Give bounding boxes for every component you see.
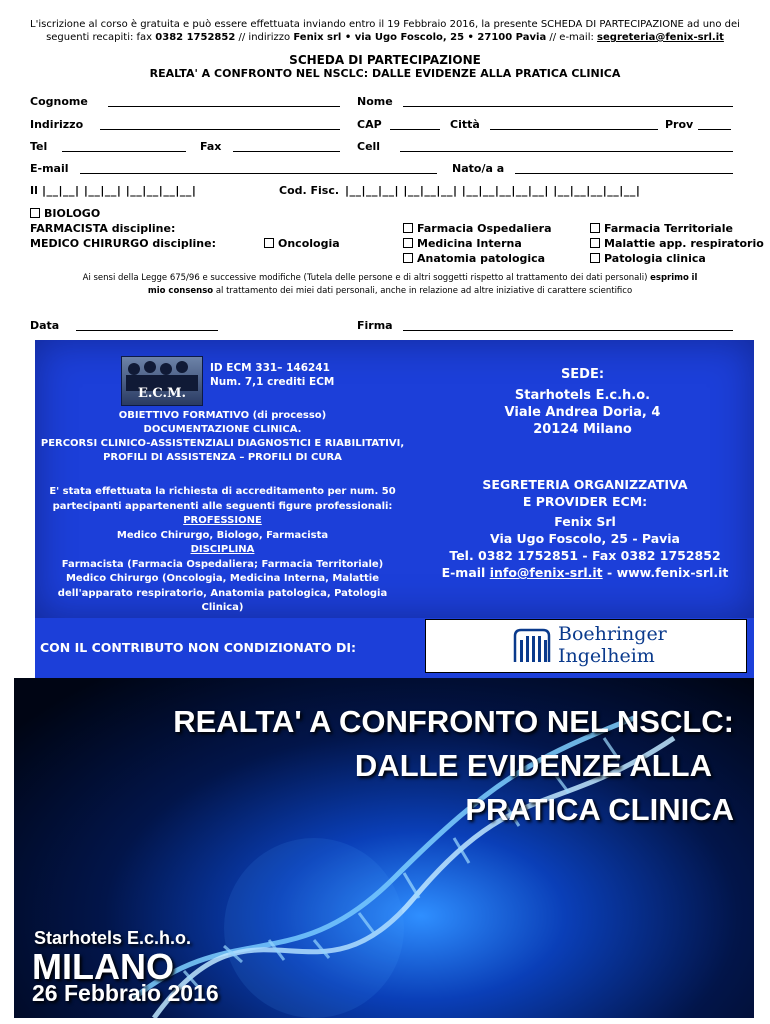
cap-label: CAP	[357, 118, 382, 131]
checkbox-icon	[403, 238, 413, 248]
data-label: Data	[30, 319, 60, 332]
obiettivo-line: PROFILI DI ASSISTENZA – PROFILI DI CURA	[103, 452, 342, 463]
sponsor-name-line: Boehringer	[558, 623, 667, 645]
sede-line: Viale Andrea Doria, 4	[504, 405, 661, 420]
codfisc-label: Cod. Fisc.	[279, 184, 340, 197]
indirizzo-field[interactable]	[100, 129, 340, 130]
biologo-label: BIOLOGO	[44, 207, 101, 220]
biologo-checkbox[interactable]	[30, 207, 100, 220]
firma-field[interactable]	[403, 330, 733, 331]
fax-label: Fax	[200, 140, 222, 153]
sponsor-name	[558, 623, 667, 667]
intro-text: seguenti recapiti: fax	[46, 32, 153, 43]
farmacia-territoriale-checkbox[interactable]	[590, 222, 733, 235]
obiettivo-formativo	[40, 409, 405, 465]
privacy-bold: il mio consenso	[147, 273, 698, 296]
checkbox-icon	[403, 253, 413, 263]
nome-field[interactable]	[403, 106, 733, 107]
postal-address: Fenix srl • via Ugo Foscolo, 25 • 27100 Pavia	[293, 32, 547, 43]
sponsor-logo-box	[425, 619, 747, 673]
obiettivo-line: PERCORSI CLINICO-ASSISTENZIALI DIAGNOSTICI E RIABILITATIVI,	[40, 438, 405, 449]
disciplina-line: dell'apparato respiratorio, Anatomia patologica, Patologia	[57, 587, 388, 599]
il-label: Il	[30, 184, 38, 197]
checkbox-icon	[30, 208, 40, 218]
boehringer-logo-icon	[511, 626, 553, 666]
poster-title	[164, 700, 734, 832]
fax-field[interactable]	[233, 151, 340, 152]
tel-label: Tel	[30, 140, 48, 153]
citta-label: Città	[450, 118, 480, 131]
ecm-id-text: ID ECM 331– 146241	[210, 362, 330, 374]
intro-text: // indirizzo	[238, 32, 291, 43]
cap-field[interactable]	[390, 129, 440, 130]
poster-title-line: PRATICA CLINICA	[465, 792, 734, 827]
oncologia-label: Oncologia	[278, 237, 340, 250]
nato-field[interactable]	[515, 173, 733, 174]
email-label: E-mail	[30, 162, 69, 175]
malattie-respiratorio-label: Malattie app. respiratorio	[604, 237, 764, 250]
segreteria-line: Via Ugo Foscolo, 25 - Pavia	[489, 531, 680, 546]
privacy-bold: esprimo	[650, 273, 689, 283]
cognome-label: Cognome	[30, 95, 88, 108]
privacy-consent-text	[80, 272, 700, 298]
poster-date: 26 Febbraio 2016	[32, 980, 219, 1006]
professione-heading: PROFESSIONE	[183, 515, 262, 526]
sede-line: 20124 Milano	[533, 422, 632, 437]
oncologia-checkbox[interactable]	[264, 237, 340, 250]
accred-line: partecipanti appartenenti alle seguenti figure professionali:	[52, 500, 393, 512]
codfisc-boxes[interactable]: |__|__|__| |__|__|__| |__|__|__|__|__| |__|__|__|__|__|	[345, 184, 641, 197]
segreteria-heading: SEGRETERIA ORGANIZZATIVA	[482, 477, 688, 492]
checkbox-icon	[590, 223, 600, 233]
contributo-label: CON IL CONTRIBUTO NON CONDIZIONATO DI:	[40, 640, 357, 655]
nome-label: Nome	[357, 95, 393, 108]
tel-field[interactable]	[62, 151, 186, 152]
form-title: SCHEDA DI PARTECIPAZIONE	[289, 53, 481, 67]
disciplina-line: Medico Chirurgo (Oncologia, Medicina Interna, Malattie	[65, 573, 380, 584]
farmacia-territoriale-label: Farmacia Territoriale	[604, 222, 733, 235]
intro-text: // e-mail:	[549, 32, 594, 43]
accred-line: E' stata effettuata la richiesta di accreditamento per num. 50	[49, 486, 396, 497]
privacy-text: Ai sensi della Legge 675/96 e successive modifiche (Tutela delle persone e di altri soggetti rispetto al trattamento dei dati personali)	[82, 273, 648, 283]
disciplina-line: Clinica)	[201, 602, 244, 613]
checkbox-icon	[264, 238, 274, 248]
accreditamento	[40, 485, 405, 616]
disciplina-heading: DISCIPLINA	[190, 544, 255, 555]
event-poster	[14, 678, 754, 1018]
cell-field[interactable]	[400, 151, 733, 152]
poster-city: MILANO	[32, 946, 174, 987]
checkbox-icon	[590, 253, 600, 263]
prov-field[interactable]	[698, 129, 731, 130]
checkbox-icon	[403, 223, 413, 233]
poster-venue: Starhotels E.c.h.o.	[34, 928, 192, 948]
cell-label: Cell	[357, 140, 381, 153]
patologia-clinica-checkbox[interactable]	[590, 252, 706, 265]
email-prefix: E-mail	[441, 565, 486, 580]
sponsor-name-line: Ingelheim	[558, 645, 655, 667]
anatomia-patologica-checkbox[interactable]	[403, 252, 545, 265]
medico-label: MEDICO CHIRURGO discipline:	[30, 237, 216, 250]
disciplina-line: Farmacista (Farmacia Ospedaliera; Farmacia Territoriale)	[61, 558, 384, 570]
indirizzo-label: Indirizzo	[30, 118, 84, 131]
segreteria-heading: E PROVIDER ECM:	[522, 494, 648, 509]
obiettivo-line: OBIETTIVO FORMATIVO (di processo)	[118, 410, 327, 421]
sede-heading: SEDE:	[560, 367, 605, 382]
farmacia-ospedaliera-label: Farmacia Ospedaliera	[417, 222, 552, 235]
poster-title-line: DALLE EVIDENZE ALLA	[354, 748, 712, 783]
segreteria-line: Tel. 0382 1752851 - Fax 0382 1752852	[449, 548, 721, 563]
ecm-logo	[121, 356, 203, 406]
farmacia-ospedaliera-checkbox[interactable]	[403, 222, 552, 235]
checkbox-icon	[590, 238, 600, 248]
privacy-text: al trattamento dei miei dati personali, anche in relazione ad altre iniziative di carattere scientifico	[215, 286, 633, 296]
sede-line: Starhotels E.c.h.o.	[514, 388, 651, 403]
intro-line-1: L'iscrizione al corso è gratuita e può essere effettuata inviando entro il 19 Febbraio 2016, la presente SCHEDA DI PARTECIPAZIONE ad uno dei	[30, 19, 740, 30]
birthdate-boxes[interactable]: |__|__| |__|__| |__|__|__|__|	[42, 184, 197, 197]
anatomia-patologica-label: Anatomia patologica	[417, 252, 546, 265]
registration-instructions	[20, 18, 750, 44]
ecm-logo-text: E.C.M.	[138, 386, 186, 401]
segreteria-block	[440, 476, 730, 581]
info-email-link[interactable]: info@fenix-srl.it	[489, 565, 603, 580]
medicina-interna-checkbox[interactable]	[403, 237, 522, 250]
email-field[interactable]	[80, 173, 437, 174]
poster-title-line: REALTA' A CONFRONTO NEL NSCLC:	[173, 704, 734, 739]
cognome-field[interactable]	[108, 106, 340, 107]
website-text: - www.fenix-srl.it	[607, 565, 729, 580]
farmacista-label: FARMACISTA discipline:	[30, 222, 176, 235]
form-subtitle: REALTA' A CONFRONTO NEL NSCLC: DALLE EVIDENZE ALLA PRATICA CLINICA	[149, 67, 621, 80]
ecm-credits-text: Num. 7,1 crediti ECM	[210, 376, 335, 388]
sede-block	[450, 366, 715, 438]
obiettivo-line: DOCUMENTAZIONE CLINICA.	[143, 424, 302, 435]
segreteria-line: Fenix Srl	[554, 514, 616, 529]
firma-label: Firma	[357, 319, 393, 332]
ecm-id	[210, 361, 334, 389]
email-link[interactable]: segreteria@fenix-srl.it	[597, 32, 724, 43]
patologia-clinica-label: Patologia clinica	[604, 252, 706, 265]
citta-field[interactable]	[490, 129, 658, 130]
data-field[interactable]	[76, 330, 218, 331]
malattie-respiratorio-checkbox[interactable]	[590, 237, 764, 250]
professione-text: Medico Chirurgo, Biologo, Farmacista	[116, 529, 329, 541]
prov-label: Prov	[665, 118, 694, 131]
medicina-interna-label: Medicina Interna	[417, 237, 522, 250]
nato-label: Nato/a a	[452, 162, 505, 175]
fax-number: 0382 1752852	[155, 32, 236, 43]
